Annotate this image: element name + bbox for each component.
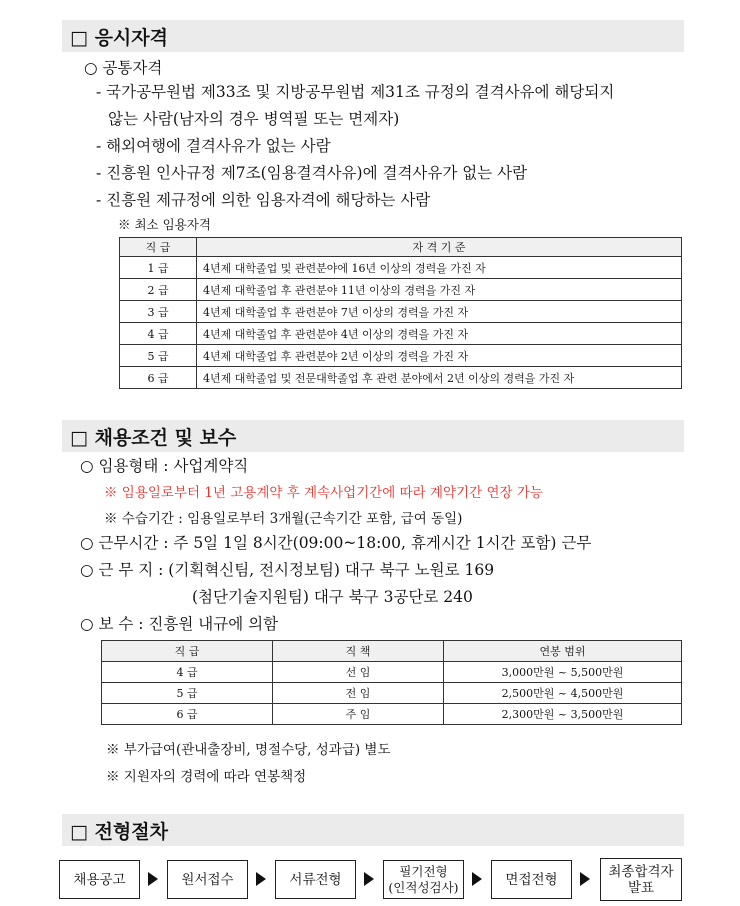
working-hours: ○ 근무시간 : 주 5일 1일 8시간(09:00~18:00, 휴게시간 1시간 포함) 근무 xyxy=(80,534,592,552)
table-cell: 2,500만원 ~ 4,500만원 xyxy=(444,683,682,704)
table-cell: 4 급 xyxy=(120,323,197,345)
qual-item: - 해외여행에 결격사유가 없는 사람 xyxy=(96,137,331,155)
arrow-right-icon xyxy=(364,872,374,886)
step-box: 채용공고 xyxy=(59,860,140,899)
common-qual-heading: ○ 공통자격 xyxy=(84,59,163,77)
step-box: 서류전형 xyxy=(275,860,356,899)
table-cell: 전 임 xyxy=(273,683,444,704)
section-title: □ 전형절차 xyxy=(70,821,168,843)
table-cell: 2,300만원 ~ 3,500만원 xyxy=(444,704,682,725)
table-cell: 5 급 xyxy=(102,683,273,704)
table-header: 직 급 xyxy=(120,238,197,257)
table-cell: 4년제 대학졸업 및 관련분야에 16년 이상의 경력을 가진 자 xyxy=(197,257,682,279)
section-header-procedure xyxy=(62,814,684,846)
qualification-table xyxy=(119,237,682,389)
table-row xyxy=(102,683,682,704)
table-row xyxy=(120,301,682,323)
table-row xyxy=(120,367,682,389)
table-cell: 1 급 xyxy=(120,257,197,279)
table-cell: 4년제 대학졸업 후 관련분야 2년 이상의 경력을 가진 자 xyxy=(197,345,682,367)
table-cell: 4년제 대학졸업 후 관련분야 4년 이상의 경력을 가진 자 xyxy=(197,323,682,345)
qual-item-cont: 않는 사람(남자의 경우 병역필 또는 면제자) xyxy=(108,110,400,128)
arrow-right-icon xyxy=(148,872,158,886)
table-cell: 2 급 xyxy=(120,279,197,301)
qual-item: - 국가공무원법 제33조 및 지방공무원법 제31조 규정의 결격사유에 해당되지 xyxy=(96,83,615,101)
salary-line: ○ 보 수 : 진흥원 내규에 의함 xyxy=(80,615,279,633)
section-header-employment xyxy=(62,420,684,452)
arrow-right-icon xyxy=(580,872,590,886)
step-box: 최종합격자 발표 xyxy=(600,858,682,901)
min-qual-note: ※ 최소 임용자격 xyxy=(118,217,211,232)
table-cell: 3 급 xyxy=(120,301,197,323)
table-row xyxy=(102,662,682,683)
table-row xyxy=(120,257,682,279)
table-cell: 6 급 xyxy=(102,704,273,725)
table-header: 연봉 범위 xyxy=(444,641,682,662)
salary-table xyxy=(101,640,682,725)
table-cell: 4 급 xyxy=(102,662,273,683)
trial-period-note: ※ 수습기간 : 임용일로부터 3개월(근속기간 포함, 급여 동일) xyxy=(104,511,463,527)
section-title: □ 채용조건 및 보수 xyxy=(70,427,237,449)
contract-extension-note: ※ 임용일로부터 1년 고용계약 후 계속사업기간에 따라 계약기간 연장 가능 xyxy=(104,485,543,501)
table-row xyxy=(120,323,682,345)
qual-item: - 진흥원 제규정에 의한 임용자격에 해당하는 사람 xyxy=(96,191,431,209)
table-cell: 4년제 대학졸업 후 관련분야 7년 이상의 경력을 가진 자 xyxy=(197,301,682,323)
table-row xyxy=(120,345,682,367)
step-box: 필기전형 (인적성검사) xyxy=(383,860,464,899)
table-row xyxy=(102,704,682,725)
section-title: □ 응시자격 xyxy=(70,27,168,49)
table-header: 직 급 xyxy=(102,641,273,662)
table-cell: 선 임 xyxy=(273,662,444,683)
table-cell: 5 급 xyxy=(120,345,197,367)
table-cell: 3,000만원 ~ 5,500만원 xyxy=(444,662,682,683)
qual-item: - 진흥원 인사규정 제7조(임용결격사유)에 결격사유가 없는 사람 xyxy=(96,164,528,182)
table-header: 직 책 xyxy=(273,641,444,662)
work-place: ○ 근 무 지 : (기획혁신팀, 전시정보팀) 대구 북구 노원로 169 xyxy=(80,561,495,579)
table-row xyxy=(120,279,682,301)
step-box: 면접전형 xyxy=(491,860,572,899)
salary-note: ※ 지원자의 경력에 따라 연봉책정 xyxy=(106,769,307,785)
table-cell: 4년제 대학졸업 후 관련분야 11년 이상의 경력을 가진 자 xyxy=(197,279,682,301)
table-cell: 6 급 xyxy=(120,367,197,389)
table-header: 자 격 기 준 xyxy=(197,238,682,257)
section-header-qualification xyxy=(62,20,684,52)
step-box: 원서접수 xyxy=(167,860,248,899)
arrow-right-icon xyxy=(256,872,266,886)
employment-type: ○ 임용형태 : 사업계약직 xyxy=(80,457,249,475)
work-place-2: (첨단기술지원팀) 대구 북구 3공단로 240 xyxy=(192,588,473,606)
arrow-right-icon xyxy=(472,872,482,886)
table-cell: 4년제 대학졸업 및 전문대학졸업 후 관련 분야에서 2년 이상의 경력을 가진 자 xyxy=(197,367,682,389)
table-cell: 주 임 xyxy=(273,704,444,725)
allowance-note: ※ 부가급여(관내출장비, 명절수당, 성과급) 별도 xyxy=(106,742,391,758)
